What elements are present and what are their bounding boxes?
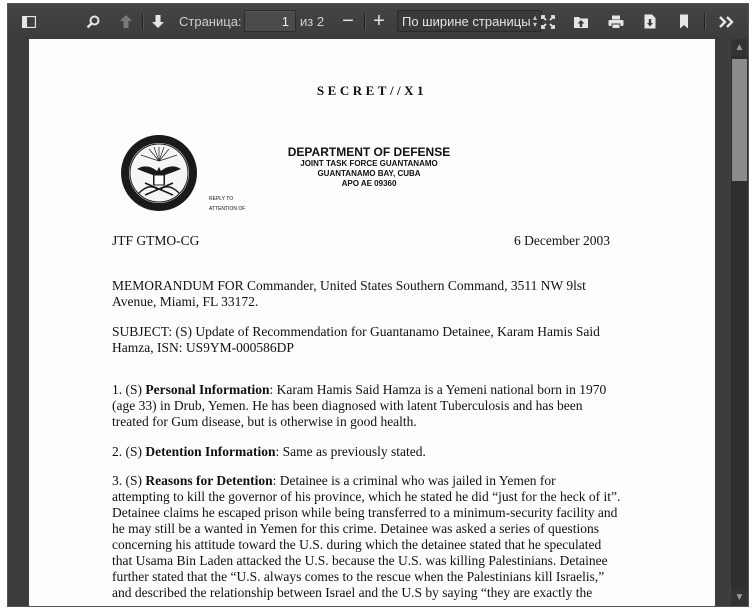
presentation-mode-button[interactable] — [532, 4, 561, 39]
bookmark-icon — [679, 14, 689, 29]
chevron-up-icon: ▲ — [734, 42, 745, 53]
paragraph-3-line: that Usama Bin Laden attacked the U.S. because the U.S. was killing Palestinians. Detainee — [112, 553, 608, 568]
letterhead-title: DEPARTMENT OF DEFENSE — [287, 145, 451, 159]
paragraph-prefix: 2. (S) — [112, 444, 146, 459]
scroll-up-button[interactable] — [731, 39, 748, 56]
paragraph-2-line — [112, 444, 426, 460]
next-page-button[interactable] — [145, 4, 171, 39]
classification-header: SECRET//X1 — [316, 83, 428, 98]
scrollbar-thumb[interactable] — [732, 59, 747, 181]
letterhead-line: APO AE 09360 — [341, 179, 397, 188]
letterhead — [269, 145, 469, 189]
pdf-page — [29, 39, 715, 606]
find-button[interactable] — [80, 4, 106, 39]
scroll-down-button[interactable] — [731, 589, 748, 606]
separator — [142, 14, 144, 30]
sidebar-toggle-button[interactable] — [16, 4, 42, 39]
paragraph-heading: Personal Information — [145, 382, 270, 397]
chevron-down-icon: ▼ — [734, 592, 745, 603]
paragraph-3-line — [112, 473, 556, 489]
select-arrows-icon: ▴ ▾ — [532, 13, 537, 29]
reply-to-label: REPLY TO — [209, 196, 234, 202]
zoom-in-button[interactable]: + — [373, 10, 385, 32]
paragraph-heading: Detention Information — [145, 444, 276, 459]
separator — [704, 14, 706, 30]
memo-line: Avenue, Miami, FL 33172. — [112, 294, 259, 309]
letterhead-line: JOINT TASK FORCE GUANTANAMO — [300, 159, 438, 168]
attention-of-label: ATTENTION OF — [209, 206, 246, 212]
subject-line: SUBJECT: (S) Update of Recommendation for Guantanamo Detainee, Karam Hamis Said — [112, 324, 600, 339]
dod-seal-logo — [119, 133, 199, 213]
toolbar — [8, 4, 748, 40]
zoom-select-value: По ширине страницы — [402, 13, 531, 29]
tools-button[interactable] — [713, 4, 739, 39]
paragraph-3-line: concerning his attitude toward the U.S. during which the detainee stated that he speculated — [112, 537, 602, 552]
arrow-down-icon — [151, 14, 165, 29]
page-label: Страница: — [179, 14, 242, 29]
paragraph-3-line: further stated that the “U.S. always comes to the rescue when the Palestinians kill Israelis,” — [112, 569, 605, 584]
paragraph-3-line: and described the relationship between Israel and the U.S by saying “they are exactly the — [112, 585, 593, 600]
search-icon — [86, 15, 100, 29]
vertical-scrollbar[interactable] — [731, 39, 748, 606]
zoom-out-button[interactable]: − — [342, 10, 354, 32]
paragraph-text: : Same as previously stated. — [275, 444, 426, 459]
paragraph-heading: Reasons for Detention — [145, 473, 273, 488]
paragraph-1-line: treated for Gum disease, but is otherwise in good health. — [112, 414, 417, 429]
page-number-input[interactable] — [244, 10, 296, 32]
zoom-select[interactable] — [397, 10, 542, 32]
pdf-viewer-window — [7, 3, 749, 607]
previous-page-button[interactable] — [113, 4, 139, 39]
fullscreen-icon — [541, 15, 555, 29]
print-icon — [608, 15, 624, 29]
document-viewer[interactable] — [8, 39, 748, 606]
from-line: JTF GTMO-CG — [112, 233, 200, 248]
paragraph-prefix: 3. (S) — [112, 473, 146, 488]
download-button[interactable] — [637, 4, 663, 39]
double-chevron-right-icon — [718, 16, 734, 28]
bookmark-button[interactable] — [671, 4, 697, 39]
open-file-button[interactable] — [568, 4, 594, 39]
paragraph-prefix: 1. (S) — [112, 382, 146, 397]
arrow-up-icon — [119, 14, 133, 29]
date-line: 6 December 2003 — [514, 233, 610, 248]
print-button[interactable] — [603, 4, 629, 39]
letterhead-line: GUANTANAMO BAY, CUBA — [317, 169, 421, 178]
paragraph-1-line — [112, 382, 606, 398]
open-file-icon — [573, 15, 589, 29]
reply-to-block — [209, 194, 245, 214]
page-total: из 2 — [300, 14, 325, 29]
paragraph-1-line: (age 33) in Drub, Yemen. He has been diagnosed with latent Tuberculosis and has been — [112, 398, 583, 413]
sidebar-icon — [22, 16, 36, 28]
paragraph-3-line: attempting to kill the governor of his province, which he stated he did “just for the heck of it”. — [112, 489, 621, 504]
paragraph-3-line: he may still be a wanted in Yemen for this crime. Detainee was asked a series of questions — [112, 521, 599, 536]
paragraph-text: : Karam Hamis Said Hamza is a Yemeni national born in 1970 — [269, 382, 607, 397]
subject-line: Hamza, ISN: US9YM-000586DP — [112, 340, 294, 355]
memo-line: MEMORANDUM FOR Commander, United States Southern Command, 3511 NW 9lst — [112, 278, 586, 293]
download-icon — [644, 14, 656, 29]
paragraph-text: : Detainee is a criminal who was jailed in Yemen for — [272, 473, 556, 488]
paragraph-3-line: Detainee claims he escaped prison while being transferred to a minimum-security facility and — [112, 505, 618, 520]
